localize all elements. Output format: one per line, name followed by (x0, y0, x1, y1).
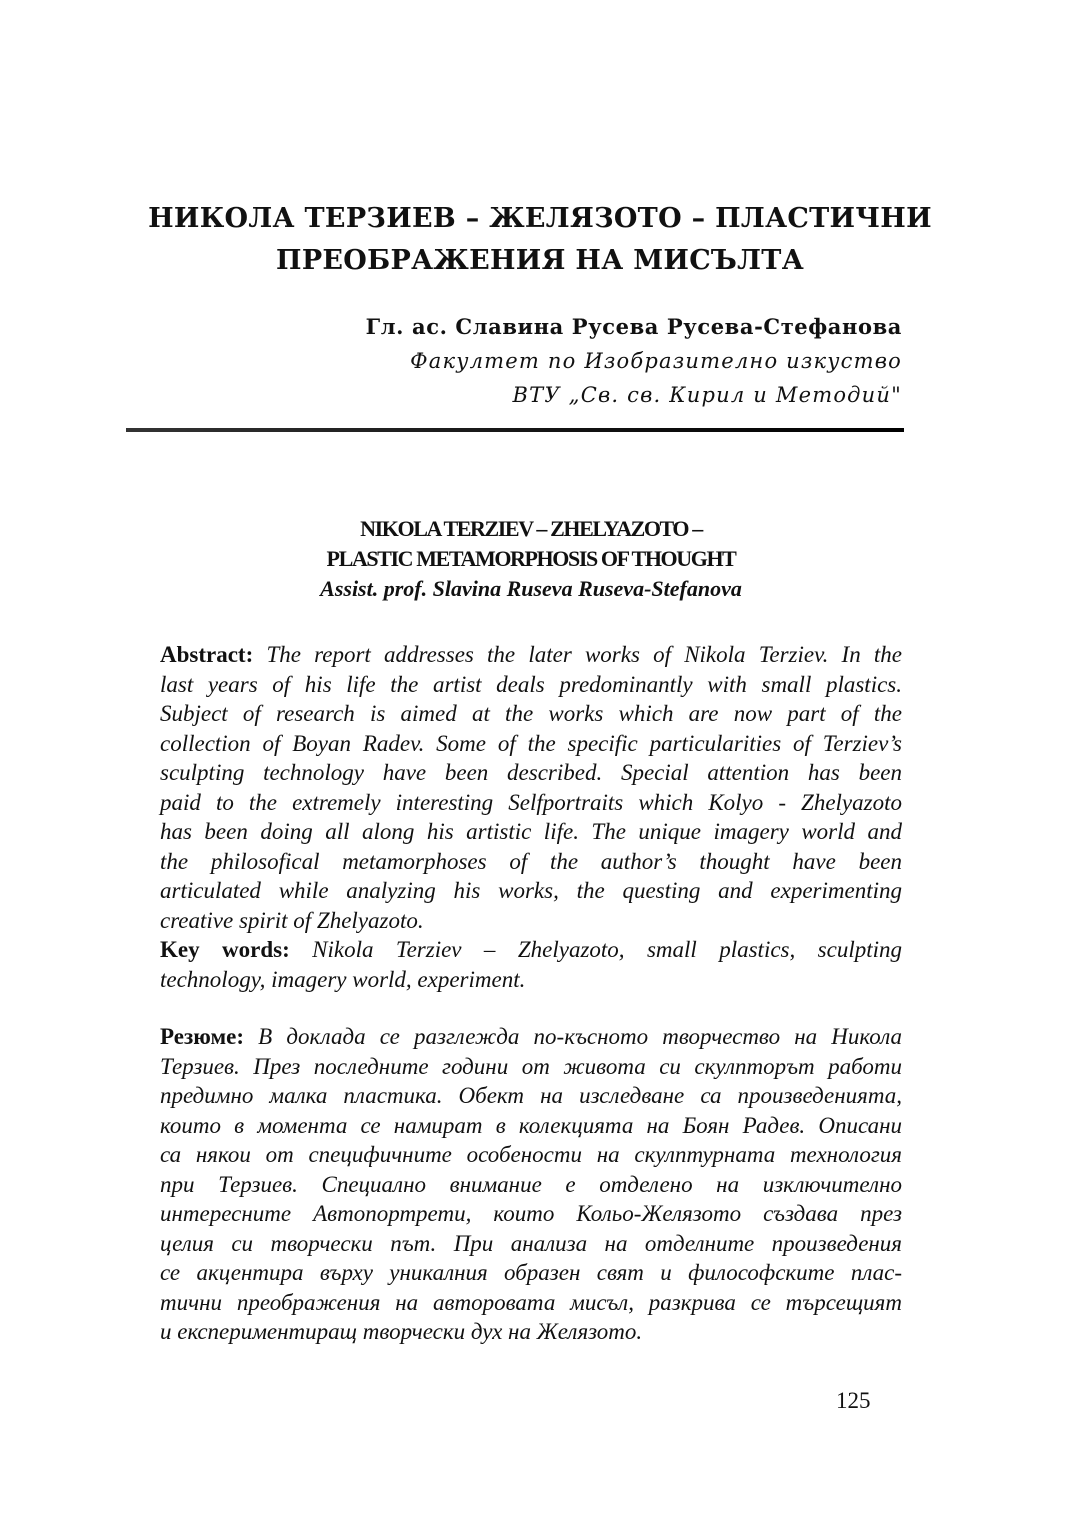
author-name: Гл. ас. Славина Русева Русева-Стефанова (365, 314, 902, 339)
summary-label: Резюме: (160, 1024, 245, 1049)
author-block (366, 310, 902, 412)
abstract-line: The report addresses the later works of Nikola Terziev. In the (266, 642, 903, 667)
abstract-line: has been doing all along his artistic life. The unique imagery world and (160, 819, 902, 844)
abstract-line: Subject of research is aimed at the works which are now part of the (160, 701, 902, 726)
abstract-paragraph (160, 640, 902, 994)
summary-line: са някои от специфичните особености на скулптурната технология (160, 1142, 902, 1167)
english-title-line: PLASTIC METAMORPHOSIS OF THOUGHT (326, 546, 736, 571)
abstract-line: paid to the extremely interesting Selfportraits which Kolyo - Zhelyazoto (160, 789, 902, 815)
page-number: 125 (836, 1388, 871, 1413)
abstract-line: articulated while analyzing his works, the questing and experimenting (160, 878, 902, 903)
summary-line: при Терзиев. Специално внимание е отделено на изключително (160, 1171, 902, 1197)
title-line: ПРЕОБРАЖЕНИЯ НА МИСЪЛТА (276, 245, 804, 276)
summary-line: В доклада се разглежда по-късното творчество на Никола (258, 1024, 903, 1049)
summary-line: целия си творчески път. При анализа на отделните произведения (160, 1230, 902, 1256)
abstract-label: Abstract: (160, 642, 254, 667)
summary-line: предимно малка пластика. Обект на изследване са произведенията, (160, 1083, 902, 1108)
summary-paragraph (160, 1022, 902, 1347)
affiliation-line: ВТУ „Св. св. Кирил и Методий" (512, 383, 902, 407)
summary-line: които в момента се намират в колекцията на Боян Радев. Описани (160, 1112, 902, 1138)
summary-line: се акцентира върху уникалния образен свят и философските плас- (160, 1260, 902, 1285)
title-line: НИКОЛА ТЕРЗИЕВ – ЖЕЛЯЗОТО – ПЛАСТИЧНИ (148, 203, 932, 234)
summary-line: интересните Автопортрети, които Кольо-Желязото създава през (160, 1201, 902, 1226)
abstract-line: collection of Boyan Radev. Some of the specific particularities of Terziev’s (160, 730, 902, 756)
abstract-line: last years of his life the artist deals predominantly with small plastics. (160, 671, 902, 697)
summary-line: Терзиев. През последните години от живота си скулпторът работи (160, 1053, 902, 1079)
summary-line: и експериментиращ творчески дух на Желязото. (160, 1319, 643, 1344)
affiliation-line: Факултет по Изобразително изкуство (410, 349, 902, 373)
english-heading (160, 514, 902, 604)
divider-rule (126, 428, 904, 432)
keywords-line: Nikola Terziev – Zhelyazoto, small plastics, sculpting (312, 937, 902, 962)
summary-line: тични преображения на авторовата мисъл, разкрива се търсещият (160, 1289, 902, 1315)
english-author: Assist. prof. Slavina Ruseva Ruseva-Stefanova (320, 576, 742, 601)
english-title-line: NIKOLA TERZIEV – ZHELYAZOTO – (360, 516, 702, 541)
abstract-line: creative spirit of Zhelyazoto. (160, 907, 424, 933)
article-title (120, 198, 960, 282)
abstract-line: sculpting technology have been described. Special attention has been (160, 760, 902, 785)
keywords-label: Key words: (160, 937, 290, 962)
abstract-line: the philosofical metamorphoses of the author’s thought have been (160, 848, 902, 874)
keywords-line: technology, imagery world, experiment. (160, 966, 526, 992)
